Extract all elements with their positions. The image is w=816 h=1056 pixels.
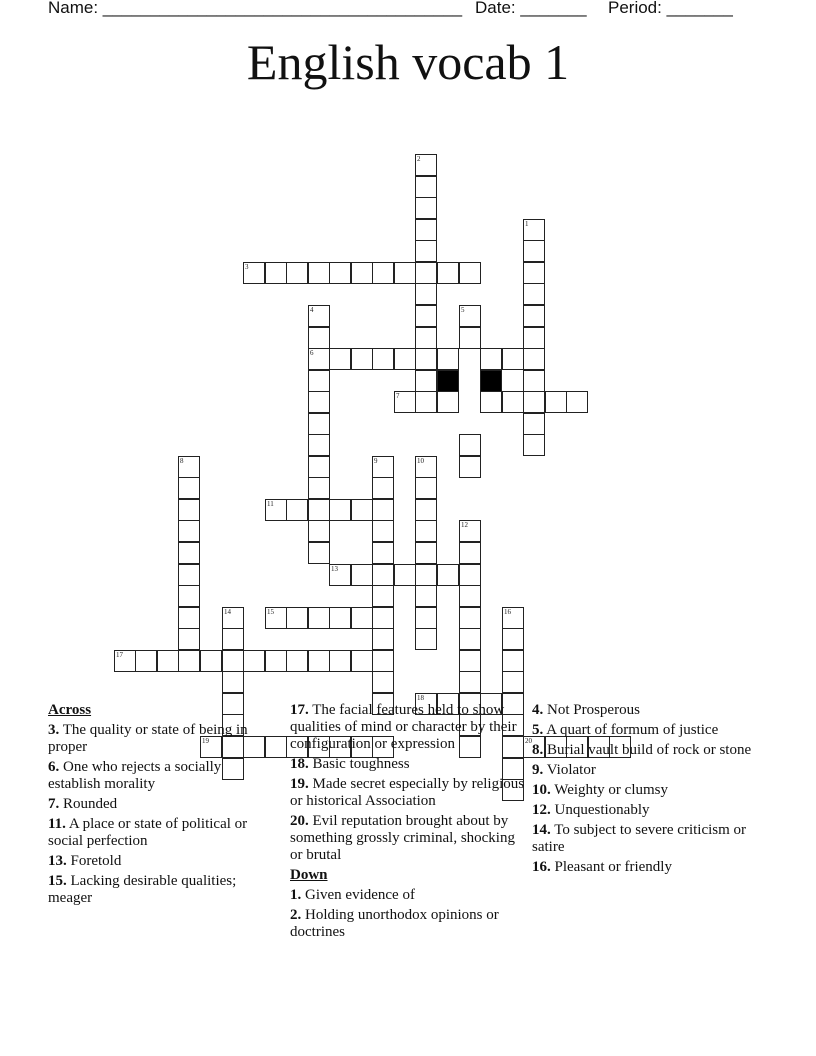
grid-cell-15[interactable]: [265, 607, 287, 629]
grid-cell[interactable]: [459, 564, 481, 586]
clue-down-5: 5. A quart of formum of justice: [532, 722, 719, 738]
grid-cell[interactable]: [329, 262, 351, 284]
grid-cell[interactable]: [222, 671, 244, 693]
grid-cell[interactable]: [415, 327, 437, 349]
grid-cell[interactable]: [415, 564, 437, 586]
grid-cell[interactable]: [329, 650, 351, 672]
clue-number-15: 15: [267, 608, 274, 616]
grid-cell[interactable]: [459, 585, 481, 607]
grid-cell[interactable]: [308, 477, 330, 499]
clue-across-11: 11. A place or state of political or social perfection: [48, 816, 248, 849]
grid-cell[interactable]: [372, 477, 394, 499]
grid-cell[interactable]: [178, 542, 200, 564]
grid-cell-7[interactable]: [394, 391, 416, 413]
grid-cell[interactable]: [523, 370, 545, 392]
grid-cell-5[interactable]: [459, 305, 481, 327]
grid-cell[interactable]: [222, 628, 244, 650]
grid-cell[interactable]: [372, 520, 394, 542]
grid-cell[interactable]: [459, 542, 481, 564]
grid-cell-1[interactable]: [523, 219, 545, 241]
grid-cell-11[interactable]: [265, 499, 287, 521]
grid-cell-4[interactable]: [308, 305, 330, 327]
grid-cell[interactable]: [415, 240, 437, 262]
grid-cell[interactable]: [178, 477, 200, 499]
clue-down-10: 10. Weighty or clumsy: [532, 782, 669, 798]
grid-cell[interactable]: [523, 327, 545, 349]
grid-cell-8[interactable]: [178, 456, 200, 478]
grid-cell-14[interactable]: [222, 607, 244, 629]
grid-cell[interactable]: [351, 564, 373, 586]
grid-cell[interactable]: [415, 262, 437, 284]
grid-cell[interactable]: [178, 499, 200, 521]
clue-number-16: 16: [504, 608, 511, 616]
clue-across-15: 15. Lacking desirable qualities; meager: [48, 873, 237, 906]
down-heading: Down: [290, 867, 328, 883]
grid-cell[interactable]: [372, 607, 394, 629]
grid-cell[interactable]: [351, 348, 373, 370]
grid-cell[interactable]: [178, 650, 200, 672]
grid-cell[interactable]: [502, 671, 524, 693]
grid-cell[interactable]: [415, 499, 437, 521]
grid-cell[interactable]: [200, 650, 222, 672]
grid-cell[interactable]: [394, 262, 416, 284]
grid-cell[interactable]: [459, 262, 481, 284]
clue-number-13: 13: [331, 565, 338, 573]
grid-cell[interactable]: [308, 499, 330, 521]
grid-cell[interactable]: [222, 650, 244, 672]
grid-cell-16[interactable]: [502, 607, 524, 629]
grid-cell[interactable]: [437, 262, 459, 284]
clue-number-3: 3: [245, 263, 249, 271]
clue-down-1: 1. Given evidence of: [290, 887, 415, 903]
grid-cell-10[interactable]: [415, 456, 437, 478]
clues-column-2: [290, 702, 525, 944]
clue-number-2: 2: [417, 155, 421, 163]
clue-across-20: 20. Evil reputation brought about by something grossly criminal, shocking or brutal: [290, 813, 515, 863]
puzzle-title: English vocab 1: [246, 34, 570, 90]
grid-cell[interactable]: [372, 671, 394, 693]
grid-cell[interactable]: [394, 348, 416, 370]
grid-cell[interactable]: [415, 607, 437, 629]
grid-cell[interactable]: [308, 650, 330, 672]
clue-across-6: 6. One who rejects a socially establish morality: [48, 759, 222, 792]
clue-across-7: 7. Rounded: [48, 796, 118, 812]
grid-cell[interactable]: [480, 348, 502, 370]
clue-number-5: 5: [461, 306, 465, 314]
grid-cell[interactable]: [415, 219, 437, 241]
grid-cell[interactable]: [308, 370, 330, 392]
grid-cell[interactable]: [523, 413, 545, 435]
grid-cell-13[interactable]: [329, 564, 351, 586]
grid-cell[interactable]: [523, 391, 545, 413]
grid-cell[interactable]: [459, 628, 481, 650]
clue-number-14: 14: [224, 608, 231, 616]
clue-down-4: 4. Not Prosperous: [532, 702, 640, 718]
clue-across-13: 13. Foretold: [48, 853, 122, 869]
grid-cell[interactable]: [308, 391, 330, 413]
clue-across-18: 18. Basic toughness: [290, 756, 410, 772]
grid-cell[interactable]: [286, 499, 308, 521]
grid-cell[interactable]: [415, 628, 437, 650]
clue-down-8: 8. Burial vault build of rock or stone: [532, 742, 752, 758]
grid-cell[interactable]: [372, 564, 394, 586]
clue-number-10: 10: [417, 457, 424, 465]
clue-number-19: 19: [202, 737, 209, 745]
clue-down-16: 16. Pleasant or friendly: [532, 859, 672, 875]
grid-cell[interactable]: [523, 434, 545, 456]
grid-cell-2[interactable]: [415, 154, 437, 176]
grid-cell[interactable]: [437, 564, 459, 586]
black-square: [480, 370, 502, 392]
grid-cell[interactable]: [459, 607, 481, 629]
date-field[interactable]: Date: _______: [475, 0, 587, 17]
grid-cell[interactable]: [178, 607, 200, 629]
grid-cell[interactable]: [372, 262, 394, 284]
grid-cell[interactable]: [308, 262, 330, 284]
grid-cell[interactable]: [459, 671, 481, 693]
grid-cell-3[interactable]: [243, 262, 265, 284]
grid-cell[interactable]: [415, 542, 437, 564]
grid-cell[interactable]: [157, 650, 179, 672]
clue-number-18: 18: [417, 694, 424, 702]
clue-number-8: 8: [180, 457, 184, 465]
grid-cell[interactable]: [415, 176, 437, 198]
clue-number-11: 11: [267, 500, 274, 508]
grid-cell[interactable]: [459, 456, 481, 478]
grid-cell[interactable]: [394, 564, 416, 586]
grid-cell[interactable]: [372, 628, 394, 650]
clues-column-1: [48, 702, 273, 910]
grid-cell[interactable]: [459, 650, 481, 672]
grid-cell[interactable]: [351, 499, 373, 521]
grid-cell[interactable]: [135, 650, 157, 672]
grid-cell[interactable]: [415, 283, 437, 305]
grid-cell[interactable]: [415, 348, 437, 370]
clue-across-19: 19. Made secret especially by religious or historical Association: [290, 776, 525, 809]
grid-cell[interactable]: [308, 327, 330, 349]
grid-cell[interactable]: [265, 262, 287, 284]
grid-cell[interactable]: [523, 283, 545, 305]
grid-cell[interactable]: [308, 542, 330, 564]
across-heading: Across: [48, 702, 92, 718]
grid-cell[interactable]: [351, 650, 373, 672]
grid-cell[interactable]: [265, 650, 287, 672]
grid-cell[interactable]: [308, 413, 330, 435]
grid-cell[interactable]: [523, 240, 545, 262]
grid-cell[interactable]: [415, 520, 437, 542]
grid-cell[interactable]: [566, 391, 588, 413]
clue-number-20: 20: [525, 737, 532, 745]
grid-cell[interactable]: [502, 391, 524, 413]
clue-number-12: 12: [461, 521, 468, 529]
grid-cell[interactable]: [372, 650, 394, 672]
grid-cell[interactable]: [308, 520, 330, 542]
grid-cell-17[interactable]: [114, 650, 136, 672]
grid-cell[interactable]: [415, 585, 437, 607]
grid-cell[interactable]: [286, 607, 308, 629]
clue-number-9: 9: [374, 457, 378, 465]
grid-cell[interactable]: [523, 262, 545, 284]
grid-cell[interactable]: [286, 650, 308, 672]
clue-down-12: 12. Unquestionably: [532, 802, 650, 818]
grid-cell[interactable]: [243, 650, 265, 672]
clue-down-9: 9. Violator: [532, 762, 596, 778]
period-field[interactable]: Period: _______: [608, 0, 733, 17]
grid-cell[interactable]: [437, 348, 459, 370]
clue-across-17: 17. The facial features held to show qualities of mind or character by their configuration or expression: [290, 702, 517, 752]
grid-cell[interactable]: [308, 456, 330, 478]
grid-cell-6[interactable]: [308, 348, 330, 370]
grid-cell-9[interactable]: [372, 456, 394, 478]
grid-cell[interactable]: [308, 607, 330, 629]
clue-number-4: 4: [310, 306, 314, 314]
grid-cell[interactable]: [523, 348, 545, 370]
grid-cell[interactable]: [545, 391, 567, 413]
grid-cell[interactable]: [351, 607, 373, 629]
grid-cell[interactable]: [329, 607, 351, 629]
grid-cell[interactable]: [372, 499, 394, 521]
clue-across-3: 3. The quality or state of being in proper: [48, 722, 248, 755]
grid-cell[interactable]: [480, 391, 502, 413]
grid-cell[interactable]: [459, 327, 481, 349]
grid-cell[interactable]: [308, 434, 330, 456]
clues-column-3: [532, 702, 757, 879]
grid-cell[interactable]: [286, 262, 308, 284]
grid-cell[interactable]: [178, 585, 200, 607]
black-square: [437, 370, 459, 392]
clue-number-17: 17: [116, 651, 123, 659]
grid-cell[interactable]: [329, 348, 351, 370]
grid-cell[interactable]: [178, 520, 200, 542]
clue-number-1: 1: [525, 220, 529, 228]
grid-cell[interactable]: [178, 564, 200, 586]
name-field[interactable]: Name: ______________________________________: [48, 0, 463, 17]
clue-number-6: 6: [310, 349, 314, 357]
grid-cell[interactable]: [502, 348, 524, 370]
grid-cell[interactable]: [502, 628, 524, 650]
grid-cell[interactable]: [415, 370, 437, 392]
clue-number-7: 7: [396, 392, 400, 400]
grid-cell[interactable]: [502, 650, 524, 672]
grid-cell[interactable]: [415, 477, 437, 499]
grid-cell[interactable]: [523, 305, 545, 327]
grid-cell[interactable]: [415, 197, 437, 219]
grid-cell[interactable]: [329, 499, 351, 521]
grid-cell[interactable]: [351, 262, 373, 284]
clue-down-2: 2. Holding unorthodox opinions or doctrines: [290, 907, 499, 940]
grid-cell[interactable]: [178, 628, 200, 650]
grid-cell-12[interactable]: [459, 520, 481, 542]
grid-cell[interactable]: [372, 348, 394, 370]
clue-down-14: 14. To subject to severe criticism or satire: [532, 822, 747, 855]
grid-cell[interactable]: [415, 305, 437, 327]
grid-cell[interactable]: [372, 585, 394, 607]
grid-cell[interactable]: [459, 434, 481, 456]
grid-cell[interactable]: [372, 542, 394, 564]
grid-cell[interactable]: [437, 391, 459, 413]
grid-cell[interactable]: [415, 391, 437, 413]
